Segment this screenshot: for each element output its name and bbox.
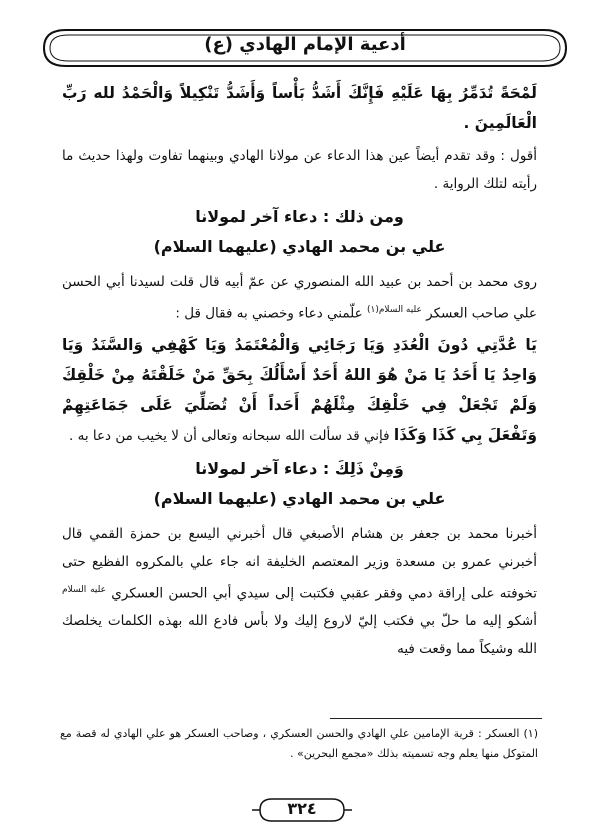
section-heading-2 bbox=[62, 454, 537, 514]
section-heading-1-line1: ومن ذلك : دعاء آخر لمولانا bbox=[195, 207, 404, 226]
dua-2-closing: فإني قد سألت الله سبحانه وتعالى أن لا يخيب من دعا به . bbox=[69, 427, 390, 444]
narration-1-part-b: علّمني دعاء وخصني به فقال قل : bbox=[175, 305, 363, 322]
section-heading-2-line2: علي بن محمد الهادي (عليهما السلام) bbox=[153, 488, 446, 508]
footnote-1: (١) العسكر : قرية الإمامين علي الهادي والحسن العسكري ، وصاحب العسكر هو علي الهادي له قصة مع المتوكل منها يعلم وجه تسميته بذلك «مجمع البحرين» . bbox=[60, 727, 538, 760]
dua-2 bbox=[62, 330, 537, 450]
dua-2-text: يَا عُدَّتِي دُونَ الْعُدَدِ وَيَا رَجَائِي وَالْمُعْتَمَدُ وَيَا كَهْفِي وَالسَّنَدُ وَيَا وَاحِدُ يَا أَحَدُ يَا مَنْ هُوَ اللهُ أَحَدٌ أَسْأَلُكَ بِحَقِّ مَنْ خَلَقْتَهُ مِنْ خَلْقِكَ وَلَمْ تَجْعَلْ فِي خَلْقِكَ مِثْلَهُمْ أَحَداً أَنْ تُصَلِّيَ عَلَى جَمَاعَتِهِمْ وَتَفْعَلَ بِي كَذَا وَكَذَا bbox=[62, 335, 537, 444]
section-heading-1 bbox=[62, 202, 537, 262]
author-note: أقول : وقد تقدم أيضاً عين هذا الدعاء عن مولانا الهادي وبينهما تفاوت ولهذا حديث ما رأيته لتلك الرواية . bbox=[62, 148, 537, 192]
narration-1-part-a: روى محمد بن أحمد بن عبيد الله المنصوري عن عمّ أبيه قال قلت لسيدنا أبي الحسن علي صاحب العسكر bbox=[62, 274, 537, 322]
narration-2 bbox=[62, 520, 537, 664]
honorific-mark-2: عليه السلام bbox=[62, 584, 106, 595]
footnote-ref-1: (١) bbox=[366, 305, 379, 315]
page-number bbox=[252, 796, 352, 824]
honorific-mark: عليه السلام bbox=[378, 305, 422, 315]
page-number-text: ٣٢٤ bbox=[287, 799, 317, 818]
footnotes bbox=[60, 724, 538, 764]
narration-1 bbox=[62, 268, 537, 328]
footnote-separator bbox=[330, 718, 542, 719]
dua-ending: لَمْحَةً تُدَمِّرُ بِهَا عَلَيْهِ فَإِنَّكَ أَشَدُّ بَأْساً وَأَشَدُّ تَنْكِيلاً وَالْحَمْدُ لله رَبِّ الْعَالَمِينَ . bbox=[62, 84, 537, 132]
running-header bbox=[40, 26, 570, 70]
narration-2-part-a: أخبرنا محمد بن جعفر بن هشام الأصبغي قال أخبرني اليسع بن حمزة القمي قال أخبرني عمرو بن مسعدة وزير المعتصم الخليفة انه جاء علي بالمكروه الفظيع حتى تخوفته على إراقة دمي وفقر عقبي فكتبت إلى سيدي أبي الحسن العسكري bbox=[62, 525, 538, 601]
main-text bbox=[62, 78, 537, 663]
section-heading-2-line1: وَمِنْ ذَلِكَ : دعاء آخر لمولانا bbox=[195, 458, 404, 478]
header-title: أدعية الإمام الهادي (ع) bbox=[204, 34, 406, 55]
narration-2-part-b: أشكو إليه ما حلّ بي فكتب إليّ لاروع إليك ولا بأس فادع الله بهذه الكلمات يخلصك الله وشيكاً مما وقعت فيه bbox=[62, 613, 537, 657]
section-heading-1-line2: علي بن محمد الهادي (عليهما السلام) bbox=[153, 237, 446, 256]
